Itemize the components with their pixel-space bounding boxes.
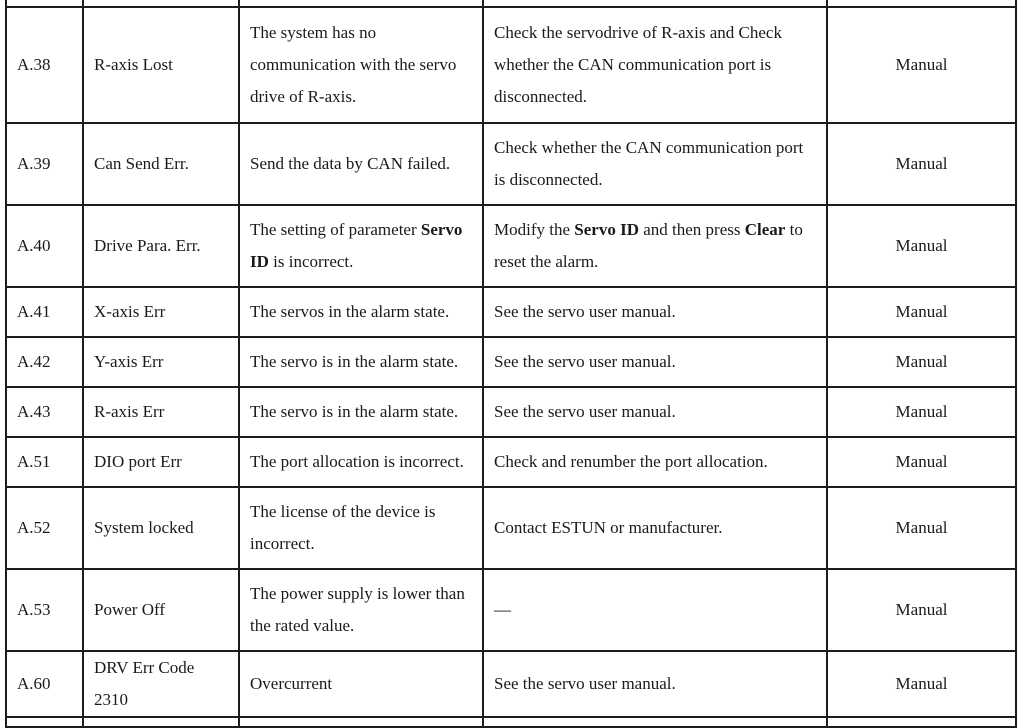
table-row xyxy=(6,287,1016,337)
alarm-reset: Manual xyxy=(827,287,1016,337)
solution-text: to reset the alarm. xyxy=(494,220,803,271)
alarm-name: Y-axis Err xyxy=(83,337,239,387)
alarm-name: R-axis Lost xyxy=(83,7,239,123)
alarm-code: A.42 xyxy=(6,337,83,387)
alarm-cause: The servo is in the alarm state. xyxy=(239,387,483,437)
table-row xyxy=(6,337,1016,387)
cause-text: is incorrect. xyxy=(268,252,354,271)
alarm-name: DRV Err Code 2310 xyxy=(83,651,239,717)
alarm-solution xyxy=(483,205,827,287)
table-row xyxy=(6,7,1016,123)
alarm-code: A.51 xyxy=(6,437,83,487)
alarm-reset: Manual xyxy=(827,337,1016,387)
alarm-reset: Manual xyxy=(827,123,1016,205)
table-row xyxy=(6,437,1016,487)
alarm-solution: — xyxy=(483,569,827,651)
alarm-cause: Overcurrent xyxy=(239,651,483,717)
solution-text: and then press xyxy=(638,220,745,239)
alarm-reset: Manual xyxy=(827,487,1016,569)
alarm-reset: Manual xyxy=(827,437,1016,487)
alarm-name: Can Send Err. xyxy=(83,123,239,205)
table-row xyxy=(6,651,1016,717)
alarm-name: Drive Para. Err. xyxy=(83,205,239,287)
alarm-solution: Contact ESTUN or manufacturer. xyxy=(483,487,827,569)
alarm-code: A.39 xyxy=(6,123,83,205)
solution-param: Servo ID xyxy=(574,220,639,239)
alarm-solution: See the servo user manual. xyxy=(483,387,827,437)
alarm-cause: Send the data by CAN failed. xyxy=(239,123,483,205)
solution-key: Clear xyxy=(744,220,786,239)
alarm-name: System locked xyxy=(83,487,239,569)
alarm-cause: The servos in the alarm state. xyxy=(239,287,483,337)
alarm-solution: Check whether the CAN communication port is disconnected. xyxy=(483,123,827,205)
alarm-cause xyxy=(239,205,483,287)
alarm-code: A.60 xyxy=(6,651,83,717)
table-row xyxy=(6,123,1016,205)
alarm-table xyxy=(5,0,1017,728)
table-row-partial-bottom xyxy=(6,717,1016,727)
cause-text: The setting of parameter xyxy=(250,220,421,239)
alarm-reset: Manual xyxy=(827,7,1016,123)
alarm-reset: Manual xyxy=(827,205,1016,287)
alarm-code: A.41 xyxy=(6,287,83,337)
table-row xyxy=(6,387,1016,437)
alarm-name: Power Off xyxy=(83,569,239,651)
alarm-code: A.52 xyxy=(6,487,83,569)
alarm-solution: See the servo user manual. xyxy=(483,287,827,337)
alarm-solution: See the servo user manual. xyxy=(483,337,827,387)
alarm-name: DIO port Err xyxy=(83,437,239,487)
alarm-reset: Manual xyxy=(827,569,1016,651)
table-row xyxy=(6,487,1016,569)
alarm-code: A.53 xyxy=(6,569,83,651)
alarm-reset: Manual xyxy=(827,651,1016,717)
alarm-reset: Manual xyxy=(827,387,1016,437)
alarm-code: A.38 xyxy=(6,7,83,123)
alarm-solution: See the servo user manual. xyxy=(483,651,827,717)
table-row xyxy=(6,205,1016,287)
alarm-code: A.40 xyxy=(6,205,83,287)
solution-text: Modify the xyxy=(494,220,575,239)
alarm-name: R-axis Err xyxy=(83,387,239,437)
alarm-cause: The port allocation is incorrect. xyxy=(239,437,483,487)
alarm-solution: Check the servodrive of R-axis and Check whether the CAN communication port is disconnected. xyxy=(483,7,827,123)
alarm-cause: The power supply is lower than the rated value. xyxy=(239,569,483,651)
alarm-name: X-axis Err xyxy=(83,287,239,337)
alarm-solution: Check and renumber the port allocation. xyxy=(483,437,827,487)
alarm-cause: The servo is in the alarm state. xyxy=(239,337,483,387)
alarm-cause: The system has no communication with the servo drive of R-axis. xyxy=(239,7,483,123)
table-row xyxy=(6,569,1016,651)
alarm-cause: The license of the device is incorrect. xyxy=(239,487,483,569)
table-row-partial-top xyxy=(6,0,1016,7)
cause-param: Servo ID xyxy=(250,220,463,271)
alarm-code: A.43 xyxy=(6,387,83,437)
